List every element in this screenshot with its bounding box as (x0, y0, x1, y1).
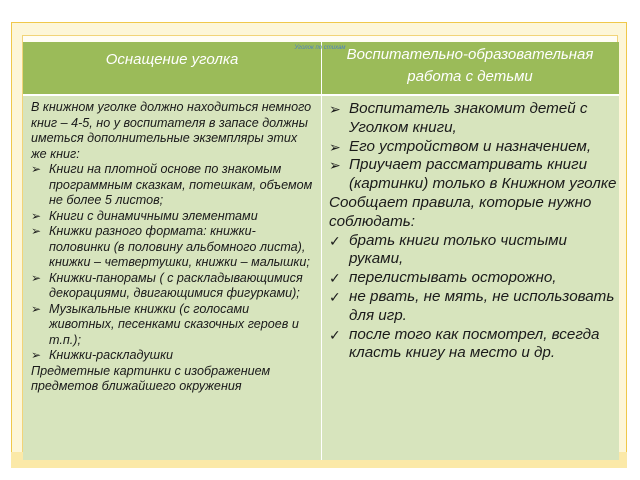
equipment-list-item (31, 209, 316, 225)
rule-item (329, 288, 617, 326)
equipment-list-item (31, 271, 316, 302)
arrow-bullet-icon: ➢ (31, 208, 42, 223)
intro-step-item (329, 156, 617, 194)
arrow-bullet-icon: ➢ (329, 138, 341, 155)
header-educational-work: Воспитательно-образовательная работа с детьми (346, 46, 594, 85)
intro-step-item (329, 100, 617, 138)
arrow-bullet-icon: ➢ (31, 270, 42, 285)
rule-item-text: после того как посмотрел, всегда класть книгу на место и др. (349, 325, 600, 362)
rule-item-text: брать книги только чистыми руками, (349, 231, 567, 268)
arrow-bullet-icon: ➢ (329, 157, 341, 174)
equipment-list-item (31, 348, 316, 364)
rule-item (329, 232, 617, 270)
check-bullet-icon: ✓ (329, 288, 341, 305)
check-bullet-icon: ✓ (329, 270, 341, 287)
arrow-bullet-icon: ➢ (31, 301, 42, 316)
equipment-list-item-text: Книги на плотной основе по знакомым программным сказкам, потешкам, объемом не более 5 листов; (49, 162, 313, 207)
content-table (23, 42, 619, 460)
check-bullet-icon: ✓ (329, 326, 341, 343)
column-divider (321, 42, 322, 460)
equipment-list-item-text: Книжки-панорамы ( с раскладывающимися декорациями, двигающимися фигурками); (49, 270, 303, 300)
intro-step-item-text: Приучает рассматривать книги (картинки) только в Книжном уголке (349, 156, 617, 193)
rule-item-text: не рвать, не мять, не использовать для игр. (349, 287, 615, 324)
arrow-bullet-icon: ➢ (329, 101, 341, 117)
intro-step-item (329, 138, 617, 157)
educational-work-column (329, 100, 617, 363)
rule-item (329, 269, 617, 288)
equipment-list (31, 162, 316, 364)
arrow-bullet-icon: ➢ (31, 162, 42, 176)
equipment-outro: Предметные картинки с изображением предметов ближайшего окружения (31, 363, 271, 393)
equipment-list-item-text: Книги с динамичными элементами (49, 208, 258, 223)
rules-list (329, 232, 617, 364)
equipment-list-item (31, 224, 316, 271)
slide-caption: Уголок по стихам (294, 45, 346, 51)
rules-intro: Сообщает правила, которые нужно соблюдать: (329, 193, 592, 230)
header-equipment: Оснащение уголка (105, 51, 239, 68)
equipment-list-item (31, 162, 316, 209)
equipment-intro: В книжном уголке должно находиться немного книг – 4-5, но у воспитателя в запасе должны иметься дополнительные экземпляры этих же книг: (31, 100, 312, 161)
arrow-bullet-icon: ➢ (31, 224, 42, 238)
equipment-column (31, 100, 316, 395)
check-bullet-icon: ✓ (329, 232, 341, 249)
intro-step-item-text: Воспитатель знакомит детей с Уголком книги, (349, 100, 588, 136)
arrow-bullet-icon: ➢ (31, 348, 42, 362)
equipment-list-item-text: Музыкальные книжки (с голосами животных, песенками сказочных героев и т.п.); (49, 301, 299, 347)
equipment-list-item-text: Книжки разного формата: книжки-половинки (в половину альбомного листа), книжки – четвертушки, книжки – малышки; (49, 224, 310, 269)
equipment-list-item-text: Книжки-раскладушки (49, 348, 174, 362)
intro-step-item-text: Его устройством и назначением, (349, 137, 592, 155)
rule-item-text: перелистывать осторожно, (349, 269, 557, 287)
intro-steps-list (329, 100, 617, 194)
equipment-list-item (31, 302, 316, 349)
rule-item (329, 326, 617, 364)
